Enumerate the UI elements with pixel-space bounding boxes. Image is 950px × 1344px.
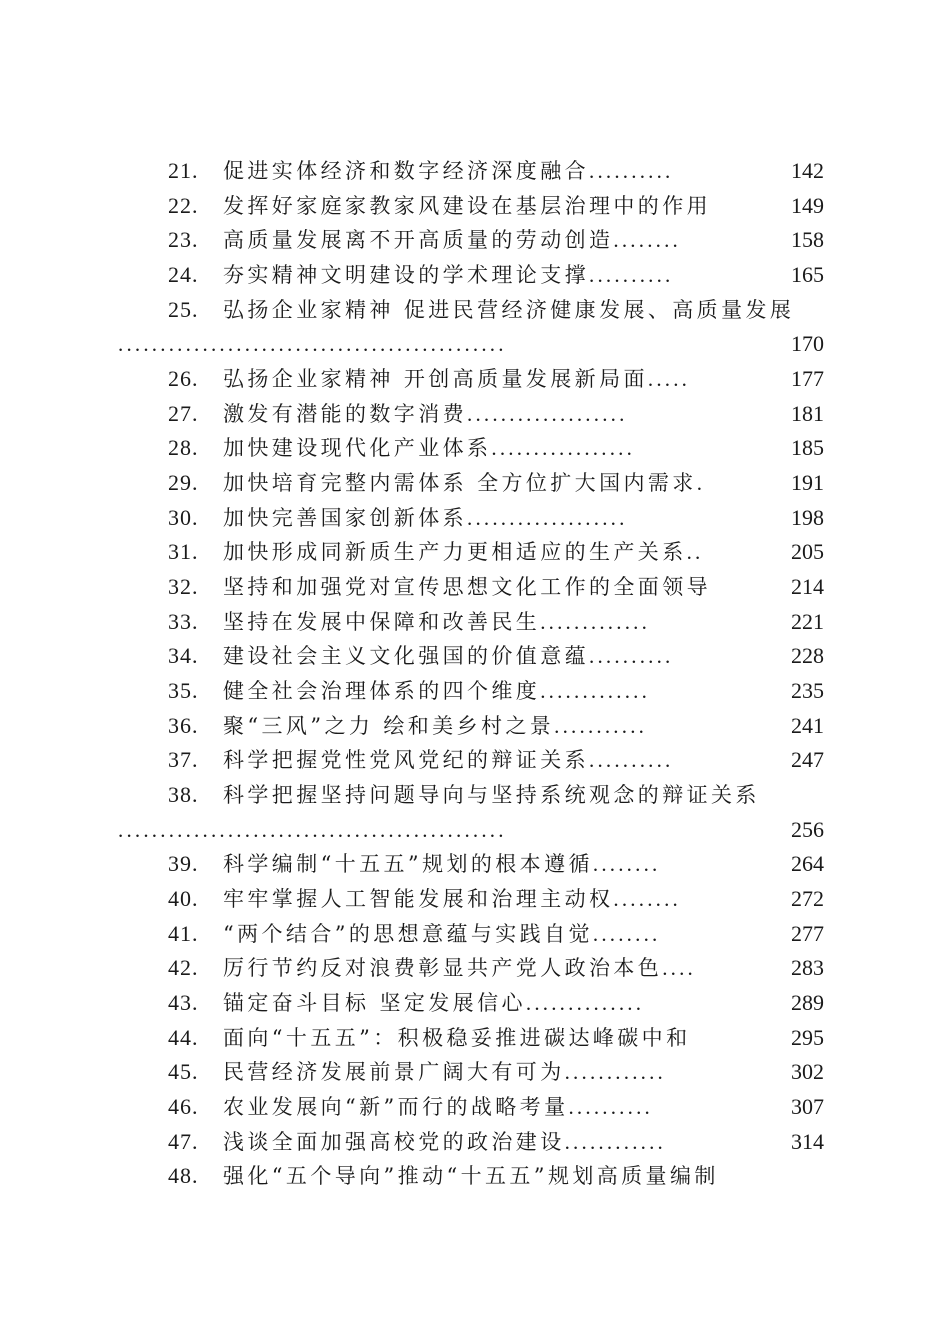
entry-title: 科学编制“十五五”规划的根本遵循 xyxy=(223,852,593,877)
toc-entry-23[interactable] xyxy=(118,223,824,258)
entry-number: 48. xyxy=(168,1163,199,1189)
entry-number: 28. xyxy=(168,435,199,461)
toc-entry-21[interactable] xyxy=(118,154,824,189)
entry-number: 45. xyxy=(168,1059,199,1085)
entry-number: 25. xyxy=(168,296,199,322)
entry-number: 41. xyxy=(168,920,199,946)
dot-leader: .......... xyxy=(589,644,674,669)
entry-title: 建设社会主义文化强国的价值意蕴 xyxy=(223,644,589,669)
toc-entry-39[interactable] xyxy=(118,847,824,882)
entry-title: 促进实体经济和数字经济深度融合 xyxy=(223,159,589,183)
page-number: 283 xyxy=(791,955,824,981)
toc-entry-26[interactable] xyxy=(118,362,824,397)
toc-entry-34[interactable] xyxy=(118,639,824,674)
entry-title: 厉行节约反对浪费彰显共产党人政治本色 xyxy=(223,956,663,981)
page-number: 181 xyxy=(791,400,824,426)
entry-title: 坚持和加强党对宣传思想文化工作的全面领导 xyxy=(223,575,711,600)
dot-leader: .......... xyxy=(589,263,674,288)
page-number: 314 xyxy=(791,1128,824,1154)
page-number: 289 xyxy=(791,990,824,1016)
entry-title: 民营经济发展前景广阔大有可为 xyxy=(223,1060,565,1085)
entry-title: 面向“十五五”：积极稳妥推进碳达峰碳中和 xyxy=(223,1025,691,1050)
toc-entry-46[interactable] xyxy=(118,1090,824,1125)
entry-number: 33. xyxy=(168,608,199,634)
toc-entry-24[interactable] xyxy=(118,258,824,293)
toc-entry-36[interactable] xyxy=(118,709,824,744)
entry-number: 46. xyxy=(168,1094,199,1120)
entry-title: 高质量发展离不开高质量的劳动创造 xyxy=(223,228,614,253)
toc-entry-25-continuation[interactable] xyxy=(118,327,824,362)
entry-number: 37. xyxy=(168,747,199,773)
page-number: 295 xyxy=(791,1024,824,1050)
entry-number: 36. xyxy=(168,712,199,738)
toc-entry-30[interactable] xyxy=(118,501,824,536)
page-number: 264 xyxy=(791,851,824,877)
page-number: 302 xyxy=(791,1059,824,1085)
toc-entry-32[interactable] xyxy=(118,570,824,605)
page-number: 247 xyxy=(791,747,824,773)
dot-leader: .............. xyxy=(525,991,645,1016)
entry-number: 27. xyxy=(168,400,199,426)
toc-entry-22[interactable] xyxy=(118,189,824,224)
page-number: 256 xyxy=(791,816,824,842)
dot-leader: .......... xyxy=(589,748,674,773)
toc-entry-31[interactable] xyxy=(118,535,824,570)
entry-title: 激发有潜能的数字消费 xyxy=(223,401,467,426)
dot-leader: ............ xyxy=(564,1060,667,1085)
toc-entry-29[interactable] xyxy=(118,466,824,501)
page-number: 165 xyxy=(791,262,824,288)
page-number: 191 xyxy=(791,470,824,496)
page-number: 235 xyxy=(791,678,824,704)
toc-entry-44[interactable] xyxy=(118,1021,824,1056)
entry-number: 39. xyxy=(168,851,199,877)
page-number: 149 xyxy=(791,192,824,218)
entry-number: 40. xyxy=(168,886,199,912)
entry-title: 弘扬企业家精神 开创高质量发展新局面 xyxy=(223,367,648,392)
dot-leader: ................... xyxy=(467,505,628,530)
page-number: 142 xyxy=(791,158,824,183)
page-number: 170 xyxy=(791,331,824,357)
entry-title: “两个结合”的思想意蕴与实践自觉 xyxy=(223,921,593,946)
toc-entry-38[interactable] xyxy=(118,778,824,813)
entry-title: 锚定奋斗目标 坚定发展信心 xyxy=(223,991,526,1016)
toc-entry-48[interactable] xyxy=(118,1159,824,1194)
page-number: 185 xyxy=(791,435,824,461)
dot-leader: .......... xyxy=(589,159,674,183)
entry-number: 29. xyxy=(168,470,199,496)
dot-leader: ..... xyxy=(647,367,691,392)
entry-title: 健全社会治理体系的四个维度 xyxy=(223,679,541,704)
page-number: 205 xyxy=(791,539,824,565)
entry-number: 43. xyxy=(168,990,199,1016)
toc-entry-40[interactable] xyxy=(118,882,824,917)
entry-number: 44. xyxy=(168,1024,199,1050)
dot-leader: .......... xyxy=(568,1095,653,1120)
entry-title: 坚持在发展中保障和改善民生 xyxy=(223,609,541,634)
page-number: 228 xyxy=(791,643,824,669)
entry-number: 47. xyxy=(168,1128,199,1154)
dot-leader: ............. xyxy=(540,609,651,634)
dot-leader: ............. xyxy=(540,679,651,704)
dot-leader: ........ xyxy=(613,887,682,912)
dot-leader: ........... xyxy=(554,713,648,738)
toc-entry-47[interactable] xyxy=(118,1125,824,1160)
page-number: 198 xyxy=(791,504,824,530)
entry-number: 38. xyxy=(168,782,199,808)
dot-leader: ........ xyxy=(613,228,682,253)
toc-entry-35[interactable] xyxy=(118,674,824,709)
toc-entry-38-continuation[interactable] xyxy=(118,813,824,848)
entry-title: 强化“五个导向”推动“十五五”规划高质量编制 xyxy=(223,1164,719,1189)
toc-entry-45[interactable] xyxy=(118,1055,824,1090)
page-number: 177 xyxy=(791,366,824,392)
entry-number: 42. xyxy=(168,955,199,981)
toc-entry-25[interactable] xyxy=(118,293,824,328)
entry-title: 弘扬企业家精神 促进民营经济健康发展、高质量发展 xyxy=(223,297,795,322)
dot-leader: ........ xyxy=(592,921,661,946)
toc-entry-33[interactable] xyxy=(118,605,824,640)
entry-title: 加快形成同新质生产力更相适应的生产关系 xyxy=(223,540,687,565)
entry-number: 35. xyxy=(168,678,199,704)
dot-leader: ........ xyxy=(592,852,661,877)
dot-leader: ................. xyxy=(491,436,636,461)
entry-title: 浅谈全面加强高校党的政治建设 xyxy=(223,1129,565,1154)
dot-leader: .............................................. xyxy=(118,817,507,842)
dot-leader: ............ xyxy=(564,1129,667,1154)
page-number: 272 xyxy=(791,886,824,912)
entry-title: 夯实精神文明建设的学术理论支撑 xyxy=(223,263,589,288)
table-of-contents xyxy=(118,154,824,1194)
entry-title: 发挥好家庭家教家风建设在基层治理中的作用 xyxy=(223,193,711,218)
page-number: 307 xyxy=(791,1094,824,1120)
page-number: 214 xyxy=(791,574,824,600)
toc-entry-27[interactable] xyxy=(118,397,824,432)
toc-entry-37[interactable] xyxy=(118,743,824,778)
entry-title: 牢牢掌握人工智能发展和治理主动权 xyxy=(223,887,614,912)
dot-leader: ................... xyxy=(467,401,628,426)
toc-entry-41[interactable] xyxy=(118,917,824,952)
toc-entry-43[interactable] xyxy=(118,986,824,1021)
entry-title: 聚“三风”之力 绘和美乡村之景 xyxy=(223,713,555,738)
entry-number: 34. xyxy=(168,643,199,669)
entry-title: 科学把握坚持问题导向与坚持系统观念的辩证关系 xyxy=(223,783,760,808)
entry-number: 30. xyxy=(168,504,199,530)
entry-number: 23. xyxy=(168,227,199,253)
dot-leader: . xyxy=(696,471,706,496)
entry-title: 科学把握党性党风党纪的辩证关系 xyxy=(223,748,589,773)
page-number: 277 xyxy=(791,920,824,946)
page-number: 241 xyxy=(791,712,824,738)
entry-number: 22. xyxy=(168,192,199,218)
dot-leader: .. xyxy=(686,540,704,565)
entry-number: 31. xyxy=(168,539,199,565)
page-number: 221 xyxy=(791,608,824,634)
page-number: 158 xyxy=(791,227,824,253)
entry-number: 26. xyxy=(168,366,199,392)
entry-number: 24. xyxy=(168,262,199,288)
entry-title: 加快完善国家创新体系 xyxy=(223,505,467,530)
toc-entry-28[interactable] xyxy=(118,431,824,466)
toc-entry-42[interactable] xyxy=(118,951,824,986)
dot-leader: .... xyxy=(662,956,697,981)
entry-number: 21. xyxy=(168,158,199,183)
entry-title: 加快培育完整内需体系 全方位扩大国内需求 xyxy=(223,471,697,496)
entry-number: 32. xyxy=(168,574,199,600)
entry-title: 加快建设现代化产业体系 xyxy=(223,436,492,461)
entry-title: 农业发展向“新”而行的战略考量 xyxy=(223,1095,569,1120)
dot-leader: .............................................. xyxy=(118,332,507,357)
